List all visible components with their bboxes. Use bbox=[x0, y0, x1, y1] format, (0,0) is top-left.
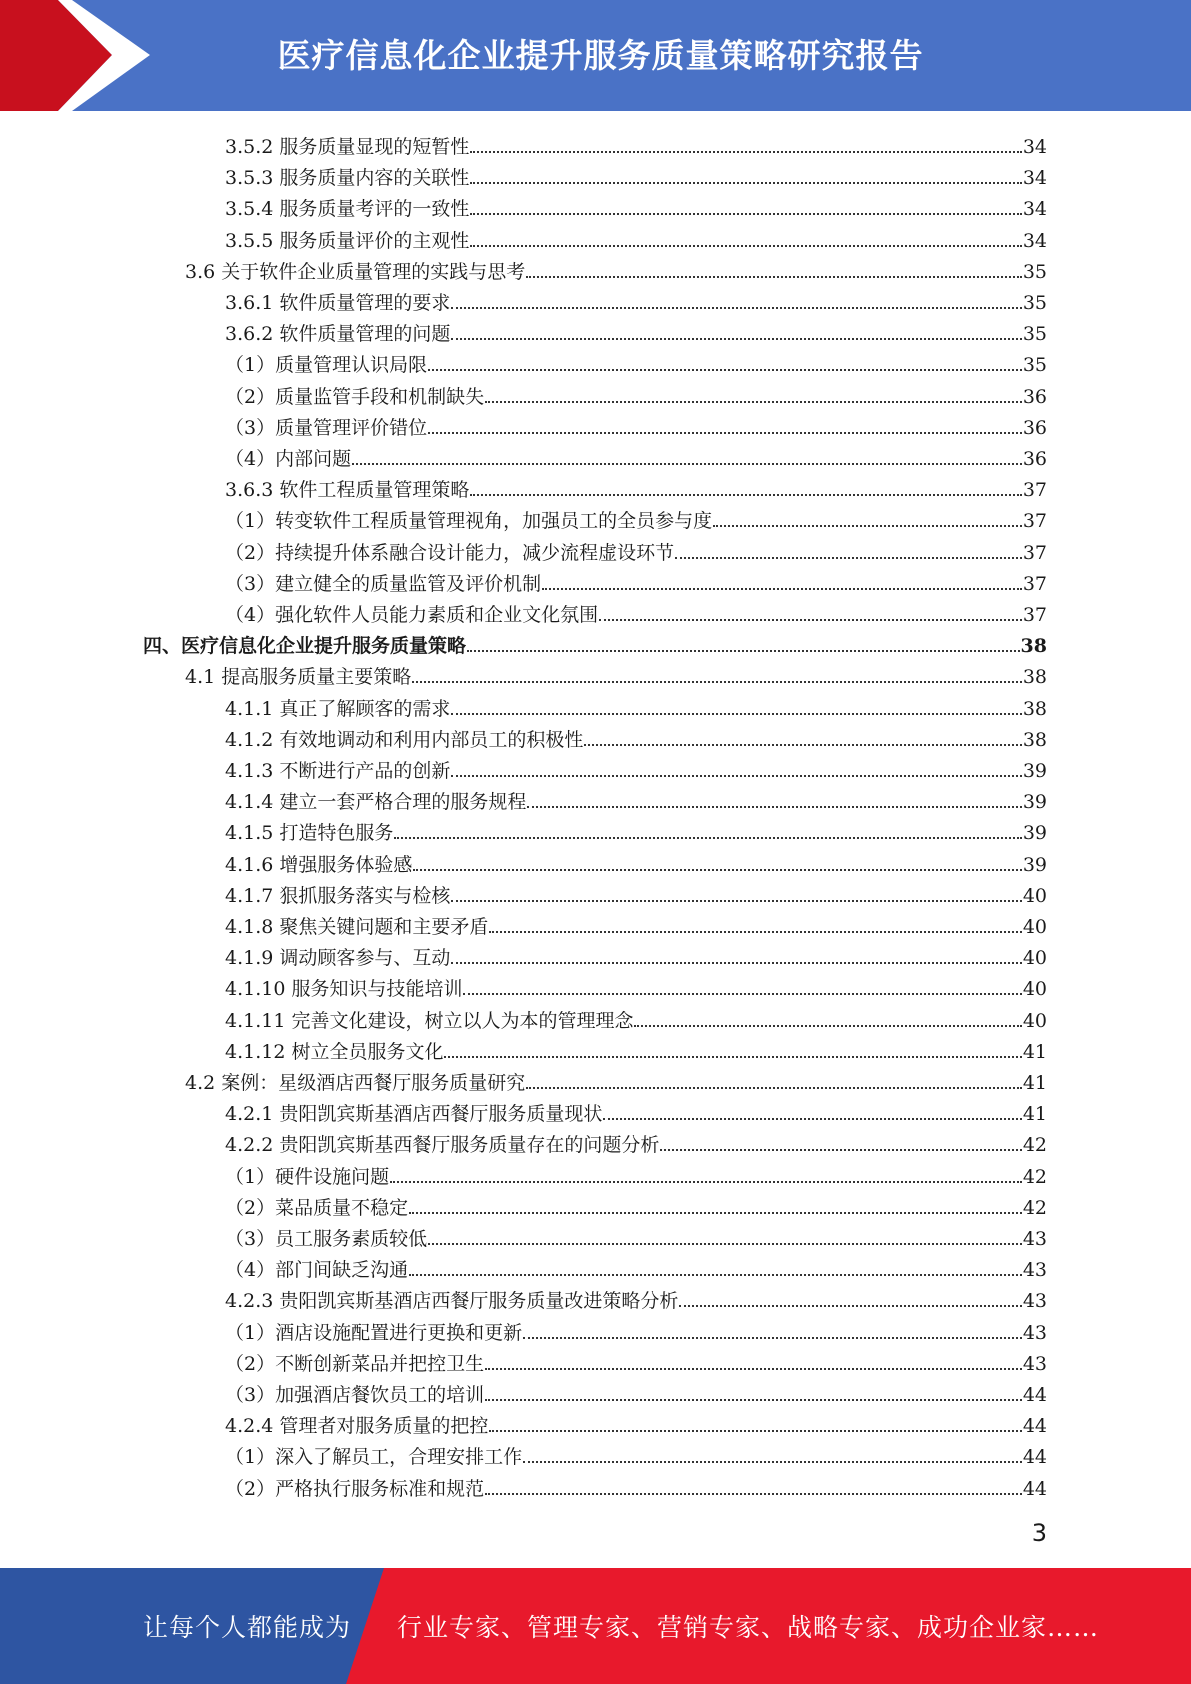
toc-entry-label: 4.1.5 打造特色服务 bbox=[225, 822, 394, 845]
footer-slogan-left: 让每个人都能成为 bbox=[143, 1613, 352, 1642]
toc-leader-dots bbox=[603, 1118, 1021, 1120]
toc-entry[interactable] bbox=[225, 595, 1047, 626]
toc-entry[interactable] bbox=[225, 1001, 1047, 1032]
toc-leader-dots bbox=[599, 619, 1022, 621]
toc-entry[interactable] bbox=[225, 1250, 1047, 1281]
toc-entry-page: 34 bbox=[1022, 167, 1047, 190]
toc-entry-label: （1）硬件设施问题 bbox=[225, 1165, 390, 1188]
toc-entry-label: 3.6 关于软件企业质量管理的实践与思考 bbox=[185, 260, 526, 283]
toc-entry[interactable] bbox=[225, 439, 1047, 470]
toc-entry-label: 4.1.11 完善文化建设，树立以人为本的管理理念 bbox=[225, 1009, 634, 1032]
toc-entry-page: 39 bbox=[1022, 822, 1047, 845]
toc-entry-page: 41 bbox=[1022, 1072, 1047, 1094]
toc-entry[interactable] bbox=[225, 158, 1047, 189]
toc-entry-page: 40 bbox=[1022, 884, 1047, 907]
toc-entry[interactable] bbox=[225, 813, 1047, 844]
toc-entry-label: 4.1.7 狠抓服务落实与检核 bbox=[225, 884, 451, 907]
toc-leader-dots bbox=[470, 182, 1021, 184]
toc-entry-page: 35 bbox=[1022, 323, 1047, 346]
toc-leader-dots bbox=[470, 494, 1021, 496]
toc-leader-dots bbox=[489, 931, 1021, 933]
page-number: 3 bbox=[1031, 1519, 1047, 1547]
toc-entry-page: 36 bbox=[1022, 448, 1047, 470]
toc-entry-label: 3.6.1 软件质量管理的要求 bbox=[225, 292, 451, 314]
toc-leader-dots bbox=[660, 1149, 1021, 1151]
toc-entry-label: 4.1.9 调动顾客参与、互动 bbox=[225, 947, 451, 970]
toc-leader-dots bbox=[584, 744, 1021, 746]
toc-entry-label: （4）强化软件人员能力素质和企业文化氛围 bbox=[225, 604, 599, 626]
toc-leader-dots bbox=[428, 432, 1022, 434]
toc-entry[interactable] bbox=[225, 564, 1047, 595]
toc-leader-dots bbox=[467, 650, 1020, 652]
toc-entry[interactable] bbox=[185, 1063, 1047, 1094]
toc-entry-label: 4.2.4 管理者对服务质量的把控 bbox=[225, 1415, 489, 1438]
toc-leader-dots bbox=[489, 1430, 1021, 1432]
toc-entry-page: 38 bbox=[1020, 635, 1047, 658]
toc-entry-page: 36 bbox=[1022, 385, 1047, 408]
toc-entry-label: （1）转变软件工程质量管理视角，加强员工的全员参与度 bbox=[225, 510, 713, 533]
toc-entry[interactable] bbox=[185, 657, 1047, 688]
toc-entry[interactable] bbox=[225, 1406, 1047, 1437]
toc-entry-page: 38 bbox=[1022, 666, 1047, 689]
toc-leader-dots bbox=[675, 557, 1022, 559]
toc-entry-page: 39 bbox=[1022, 760, 1047, 782]
toc-leader-dots bbox=[409, 1212, 1022, 1214]
toc-entry-page: 40 bbox=[1022, 947, 1047, 970]
toc-leader-dots bbox=[485, 1399, 1022, 1401]
toc-entry-page: 43 bbox=[1022, 1259, 1047, 1282]
toc-entry-label: 4.2.3 贵阳凯宾斯基酒店西餐厅服务质量改进策略分析 bbox=[225, 1290, 679, 1313]
toc-entry-label: 4.1.12 树立全员服务文化 bbox=[225, 1040, 444, 1063]
toc-leader-dots bbox=[428, 369, 1022, 371]
toc-entry-label: （2）严格执行服务标准和规范 bbox=[225, 1477, 485, 1500]
toc-entry[interactable] bbox=[225, 470, 1047, 501]
toc-leader-dots bbox=[390, 1181, 1022, 1183]
toc-leader-dots bbox=[451, 307, 1021, 309]
toc-leader-dots bbox=[412, 681, 1022, 683]
toc-entry[interactable] bbox=[225, 1032, 1047, 1063]
toc-entry[interactable] bbox=[225, 1094, 1047, 1125]
toc-leader-dots bbox=[523, 1337, 1022, 1339]
toc-entry-label: 3.5.5 服务质量评价的主观性 bbox=[225, 229, 470, 252]
toc-entry-label: 4.1.10 服务知识与技能培训 bbox=[225, 978, 463, 1001]
toc-entry-page: 38 bbox=[1022, 728, 1047, 751]
toc-entry[interactable] bbox=[225, 345, 1047, 376]
toc-entry-page: 44 bbox=[1022, 1477, 1047, 1500]
toc-entry-page: 37 bbox=[1022, 604, 1047, 626]
toc-entry[interactable] bbox=[225, 782, 1047, 813]
toc-entry-label: （1）酒店设施配置进行更换和更新 bbox=[225, 1321, 523, 1344]
toc-leader-dots bbox=[542, 588, 1022, 590]
toc-entry-page: 41 bbox=[1022, 1103, 1047, 1126]
toc-entry-page: 44 bbox=[1022, 1384, 1047, 1406]
toc-entry[interactable] bbox=[225, 751, 1047, 782]
toc-leader-dots bbox=[526, 276, 1022, 278]
toc-entry-label: （3）加强酒店餐饮员工的培训 bbox=[225, 1384, 485, 1406]
toc-leader-dots bbox=[470, 151, 1021, 153]
toc-leader-dots bbox=[409, 1274, 1022, 1276]
toc-entry-label: 4.1.8 聚焦关键问题和主要矛盾 bbox=[225, 916, 489, 938]
toc-entry-page: 35 bbox=[1022, 354, 1047, 377]
toc-entry-page: 43 bbox=[1022, 1321, 1047, 1344]
toc-leader-dots bbox=[428, 1243, 1022, 1245]
toc-entry-page: 44 bbox=[1022, 1446, 1047, 1469]
toc-entry[interactable] bbox=[225, 314, 1047, 345]
footer-slogan-right: 行业专家、管理专家、营销专家、战略专家、成功企业家…… bbox=[397, 1613, 1100, 1642]
toc-entry-page: 37 bbox=[1022, 572, 1047, 595]
toc-entry-page: 36 bbox=[1022, 416, 1047, 439]
toc-leader-dots bbox=[485, 401, 1022, 403]
toc-entry[interactable] bbox=[225, 969, 1047, 1000]
toc-entry[interactable] bbox=[225, 533, 1047, 564]
toc-leader-dots bbox=[470, 245, 1021, 247]
toc-entry-page: 39 bbox=[1022, 853, 1047, 876]
toc-entry-page: 41 bbox=[1022, 1040, 1047, 1063]
toc-leader-dots bbox=[444, 1056, 1021, 1058]
toc-entry-page: 37 bbox=[1022, 479, 1047, 502]
toc-entry-page: 43 bbox=[1022, 1228, 1047, 1250]
toc-entry-label: 4.1 提高服务质量主要策略 bbox=[185, 666, 412, 689]
toc-entry-label: 4.1.2 有效地调动和利用内部员工的积极性 bbox=[225, 728, 584, 751]
toc-entry-label: （1）质量管理认识局限 bbox=[225, 354, 428, 377]
toc-entry-page: 34 bbox=[1022, 136, 1047, 158]
toc-entry[interactable] bbox=[225, 1219, 1047, 1250]
toc-leader-dots bbox=[451, 775, 1021, 777]
toc-entry-label: 四、医疗信息化企业提升服务质量策略 bbox=[143, 635, 467, 658]
toc-entry[interactable] bbox=[225, 1188, 1047, 1219]
toc-entry[interactable] bbox=[225, 876, 1047, 907]
toc-leader-dots bbox=[394, 837, 1021, 839]
toc-entry-page: 35 bbox=[1022, 292, 1047, 314]
toc-entry[interactable] bbox=[185, 252, 1047, 283]
toc-leader-dots bbox=[463, 993, 1021, 995]
toc-entry-label: （1）深入了解员工，合理安排工作 bbox=[225, 1446, 523, 1469]
report-title: 医疗信息化企业提升服务质量策略研究报告 bbox=[277, 36, 924, 75]
toc-entry-page: 40 bbox=[1022, 916, 1047, 938]
toc-leader-dots bbox=[413, 869, 1021, 871]
toc-entry[interactable] bbox=[225, 1125, 1047, 1156]
toc-entry-label: 4.1.1 真正了解顾客的需求 bbox=[225, 697, 451, 720]
toc-entry-page: 43 bbox=[1022, 1290, 1047, 1313]
page-footer bbox=[0, 1568, 1191, 1684]
toc-leader-dots bbox=[526, 1087, 1022, 1089]
toc-entry[interactable] bbox=[225, 283, 1047, 314]
toc-entry-page: 34 bbox=[1022, 229, 1047, 252]
toc-entry-label: （3）员工服务素质较低 bbox=[225, 1228, 428, 1250]
toc-entry[interactable] bbox=[225, 907, 1047, 938]
toc-entry-label: （3）质量管理评价错位 bbox=[225, 416, 428, 439]
toc-entry[interactable] bbox=[225, 408, 1047, 439]
toc-entry-page: 40 bbox=[1022, 978, 1047, 1001]
toc-entry[interactable] bbox=[225, 127, 1047, 158]
toc-entry-page: 42 bbox=[1022, 1196, 1047, 1219]
page-header bbox=[0, 0, 1191, 111]
toc-entry[interactable] bbox=[143, 626, 1047, 657]
toc-entry-page: 43 bbox=[1022, 1352, 1047, 1375]
toc-entry-label: 3.6.2 软件质量管理的问题 bbox=[225, 323, 451, 346]
toc-entry[interactable] bbox=[225, 845, 1047, 876]
toc-entry-label: （3）建立健全的质量监管及评价机制 bbox=[225, 572, 542, 595]
toc-entry-page: 39 bbox=[1022, 791, 1047, 814]
toc-entry-label: 3.5.4 服务质量考评的一致性 bbox=[225, 198, 470, 221]
toc-entry[interactable] bbox=[225, 221, 1047, 252]
toc-leader-dots bbox=[485, 1368, 1022, 1370]
toc-entry[interactable] bbox=[225, 501, 1047, 532]
toc-entry-label: 4.2.1 贵阳凯宾斯基酒店西餐厅服务质量现状 bbox=[225, 1103, 603, 1126]
toc-entry[interactable] bbox=[225, 1281, 1047, 1312]
toc-entry-page: 40 bbox=[1022, 1009, 1047, 1032]
toc-entry[interactable] bbox=[225, 377, 1047, 408]
toc-leader-dots bbox=[352, 463, 1022, 465]
toc-leader-dots bbox=[679, 1305, 1021, 1307]
toc-entry-label: 4.1.3 不断进行产品的创新 bbox=[225, 760, 451, 782]
toc-entry-label: （2）持续提升体系融合设计能力，减少流程虚设环节 bbox=[225, 541, 675, 564]
toc-leader-dots bbox=[451, 962, 1021, 964]
toc-entry[interactable] bbox=[225, 1469, 1047, 1500]
toc-entry-label: （4）部门间缺乏沟通 bbox=[225, 1259, 409, 1282]
toc-entry-label: 4.2.2 贵阳凯宾斯基西餐厅服务质量存在的问题分析 bbox=[225, 1134, 660, 1157]
toc-entry-label: （2）菜品质量不稳定 bbox=[225, 1196, 409, 1219]
toc-entry-label: （2）不断创新菜品并把控卫生 bbox=[225, 1352, 485, 1375]
toc-entry[interactable] bbox=[225, 189, 1047, 220]
toc-leader-dots bbox=[527, 806, 1021, 808]
toc-leader-dots bbox=[523, 1461, 1022, 1463]
toc-entry[interactable] bbox=[225, 1344, 1047, 1375]
toc-entry[interactable] bbox=[225, 1313, 1047, 1344]
toc-entry-label: 4.2 案例：星级酒店西餐厅服务质量研究 bbox=[185, 1072, 526, 1094]
toc-leader-dots bbox=[485, 1493, 1022, 1495]
toc-leader-dots bbox=[451, 338, 1021, 340]
toc-entry-label: 3.5.2 服务质量显现的短暂性 bbox=[225, 136, 470, 158]
toc-entry-page: 44 bbox=[1022, 1415, 1047, 1438]
toc-leader-dots bbox=[470, 213, 1021, 215]
toc-entry-page: 35 bbox=[1022, 260, 1047, 283]
toc-entry[interactable] bbox=[225, 1437, 1047, 1468]
toc-entry[interactable] bbox=[225, 938, 1047, 969]
toc-leader-dots bbox=[713, 525, 1022, 527]
toc-entry-page: 34 bbox=[1022, 198, 1047, 221]
toc-entry-label: （4）内部问题 bbox=[225, 448, 352, 470]
toc-leader-dots bbox=[451, 713, 1021, 715]
toc-entry-page: 37 bbox=[1022, 541, 1047, 564]
toc-entry[interactable] bbox=[225, 689, 1047, 720]
toc-entry-page: 42 bbox=[1022, 1165, 1047, 1188]
toc-entry-page: 42 bbox=[1022, 1134, 1047, 1157]
toc-entry-page: 37 bbox=[1022, 510, 1047, 533]
toc-entry-label: 3.6.3 软件工程质量管理策略 bbox=[225, 479, 470, 502]
toc-entry[interactable] bbox=[225, 1375, 1047, 1406]
toc-entry[interactable] bbox=[225, 1157, 1047, 1188]
toc-entry-label: （2）质量监管手段和机制缺失 bbox=[225, 385, 485, 408]
toc-entry-page: 38 bbox=[1022, 697, 1047, 720]
toc-entry-label: 4.1.4 建立一套严格合理的服务规程 bbox=[225, 791, 527, 814]
toc-leader-dots bbox=[634, 1025, 1021, 1027]
toc-entry-label: 3.5.3 服务质量内容的关联性 bbox=[225, 167, 470, 190]
toc-entry[interactable] bbox=[225, 720, 1047, 751]
toc-entry-label: 4.1.6 增强服务体验感 bbox=[225, 853, 413, 876]
toc-leader-dots bbox=[451, 900, 1021, 902]
